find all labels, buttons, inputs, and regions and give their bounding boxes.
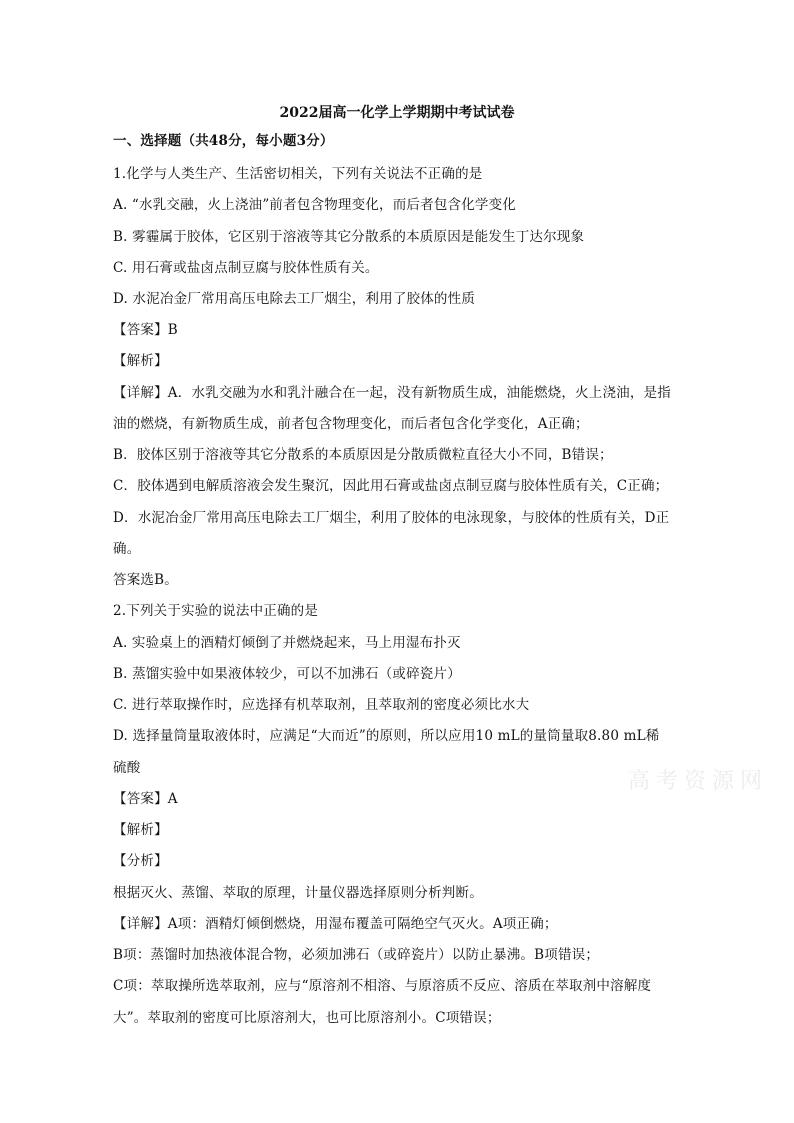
q1-stem: 1.化学与人类生产、生活密切相关，下列有关说法不正确的是 — [113, 166, 483, 182]
q1-option-d: D. 水泥冶金厂常用高压电除去工厂烟尘，利用了胶体的性质 — [113, 291, 476, 307]
q2-option-d-continued: 硫酸 — [113, 760, 141, 776]
q2-option-a: A. 实验桌上的酒精灯倾倒了并燃烧起来，马上用湿布扑灭 — [113, 635, 461, 651]
q2-stem: 2.下列关于实验的说法中正确的是 — [113, 603, 319, 619]
q2-analysis-label: 【解析】 — [113, 822, 168, 838]
watermark: 高考资源网 — [628, 769, 769, 794]
q1-detail-line: 【详解】A．水乳交融为水和乳汁融合在一起，没有新物质生成，油能燃烧，火上浇油，是指 — [113, 385, 671, 401]
q1-conclusion: 答案选B。 — [113, 572, 178, 588]
q1-option-c: C. 用石膏或盐卤点制豆腐与胶体性质有关。 — [113, 260, 379, 276]
q2-detail-line: 大”。萃取剂的密度可比原溶剂大，也可比原溶剂小。C项错误； — [113, 1010, 501, 1026]
q2-option-d: D. 选择量筒量取液体时，应满足“大而近”的原则，所以应用10 mL的量筒量取8.80 mL稀 — [113, 728, 660, 744]
q1-option-b: B. 雾霾属于胶体，它区别于溶液等其它分散系的本质原因是能发生丁达尔现象 — [113, 229, 585, 245]
q1-detail-line: D．水泥冶金厂常用高压电除去工厂烟尘，利用了胶体的电泳现象，与胶体的性质有关，D正 — [113, 510, 670, 526]
q1-option-a: A. “水乳交融，火上浇油”前者包含物理变化，而后者包含化学变化 — [113, 197, 517, 213]
q2-answer: 【答案】A — [113, 791, 178, 807]
q2-detail-line: 【详解】A项：酒精灯倾倒燃烧，用湿布覆盖可隔绝空气灭火。A项正确； — [113, 916, 558, 932]
q2-fenxi-text: 根据灭火、蒸馏、萃取的原理，计量仪器选择原则分析判断。 — [113, 885, 483, 901]
section-heading: 一、选择题（共48分，每小题3分） — [113, 133, 334, 149]
q1-analysis-label: 【解析】 — [113, 353, 168, 369]
q2-detail-line: C项：萃取操所选萃取剂，应与“原溶剂不相溶、与原溶质不反应、溶质在萃取剂中溶解度 — [113, 978, 652, 994]
q1-detail-line: B．胶体区别于溶液等其它分散系的本质原因是分散质微粒直径大小不同，B错误； — [113, 447, 613, 463]
q1-detail-line: 确。 — [113, 541, 141, 557]
q2-fenxi-label: 【分析】 — [113, 853, 168, 869]
q1-answer: 【答案】B — [113, 322, 178, 338]
q2-option-c: C. 进行萃取操作时，应选择有机萃取剂，且萃取剂的密度必须比水大 — [113, 697, 530, 713]
q2-detail-line: B项：蒸馏时加热液体混合物，必须加沸石（或碎瓷片）以防止暴沸。B项错误； — [113, 947, 600, 963]
q1-detail-line: 油的燃烧，有新物质生成，前者包含物理变化，而后者包含化学变化，A正确； — [113, 416, 589, 432]
exam-title: 2022届高一化学上学期期中考试试卷 — [279, 105, 515, 121]
q1-detail-line: C．胶体遇到电解质溶液会发生聚沉，因此用石膏或盐卤点制豆腐与胶体性质有关，C正确； — [113, 478, 669, 494]
q2-option-b: B. 蒸馏实验中如果液体较少，可以不加沸石（或碎瓷片） — [113, 666, 461, 682]
